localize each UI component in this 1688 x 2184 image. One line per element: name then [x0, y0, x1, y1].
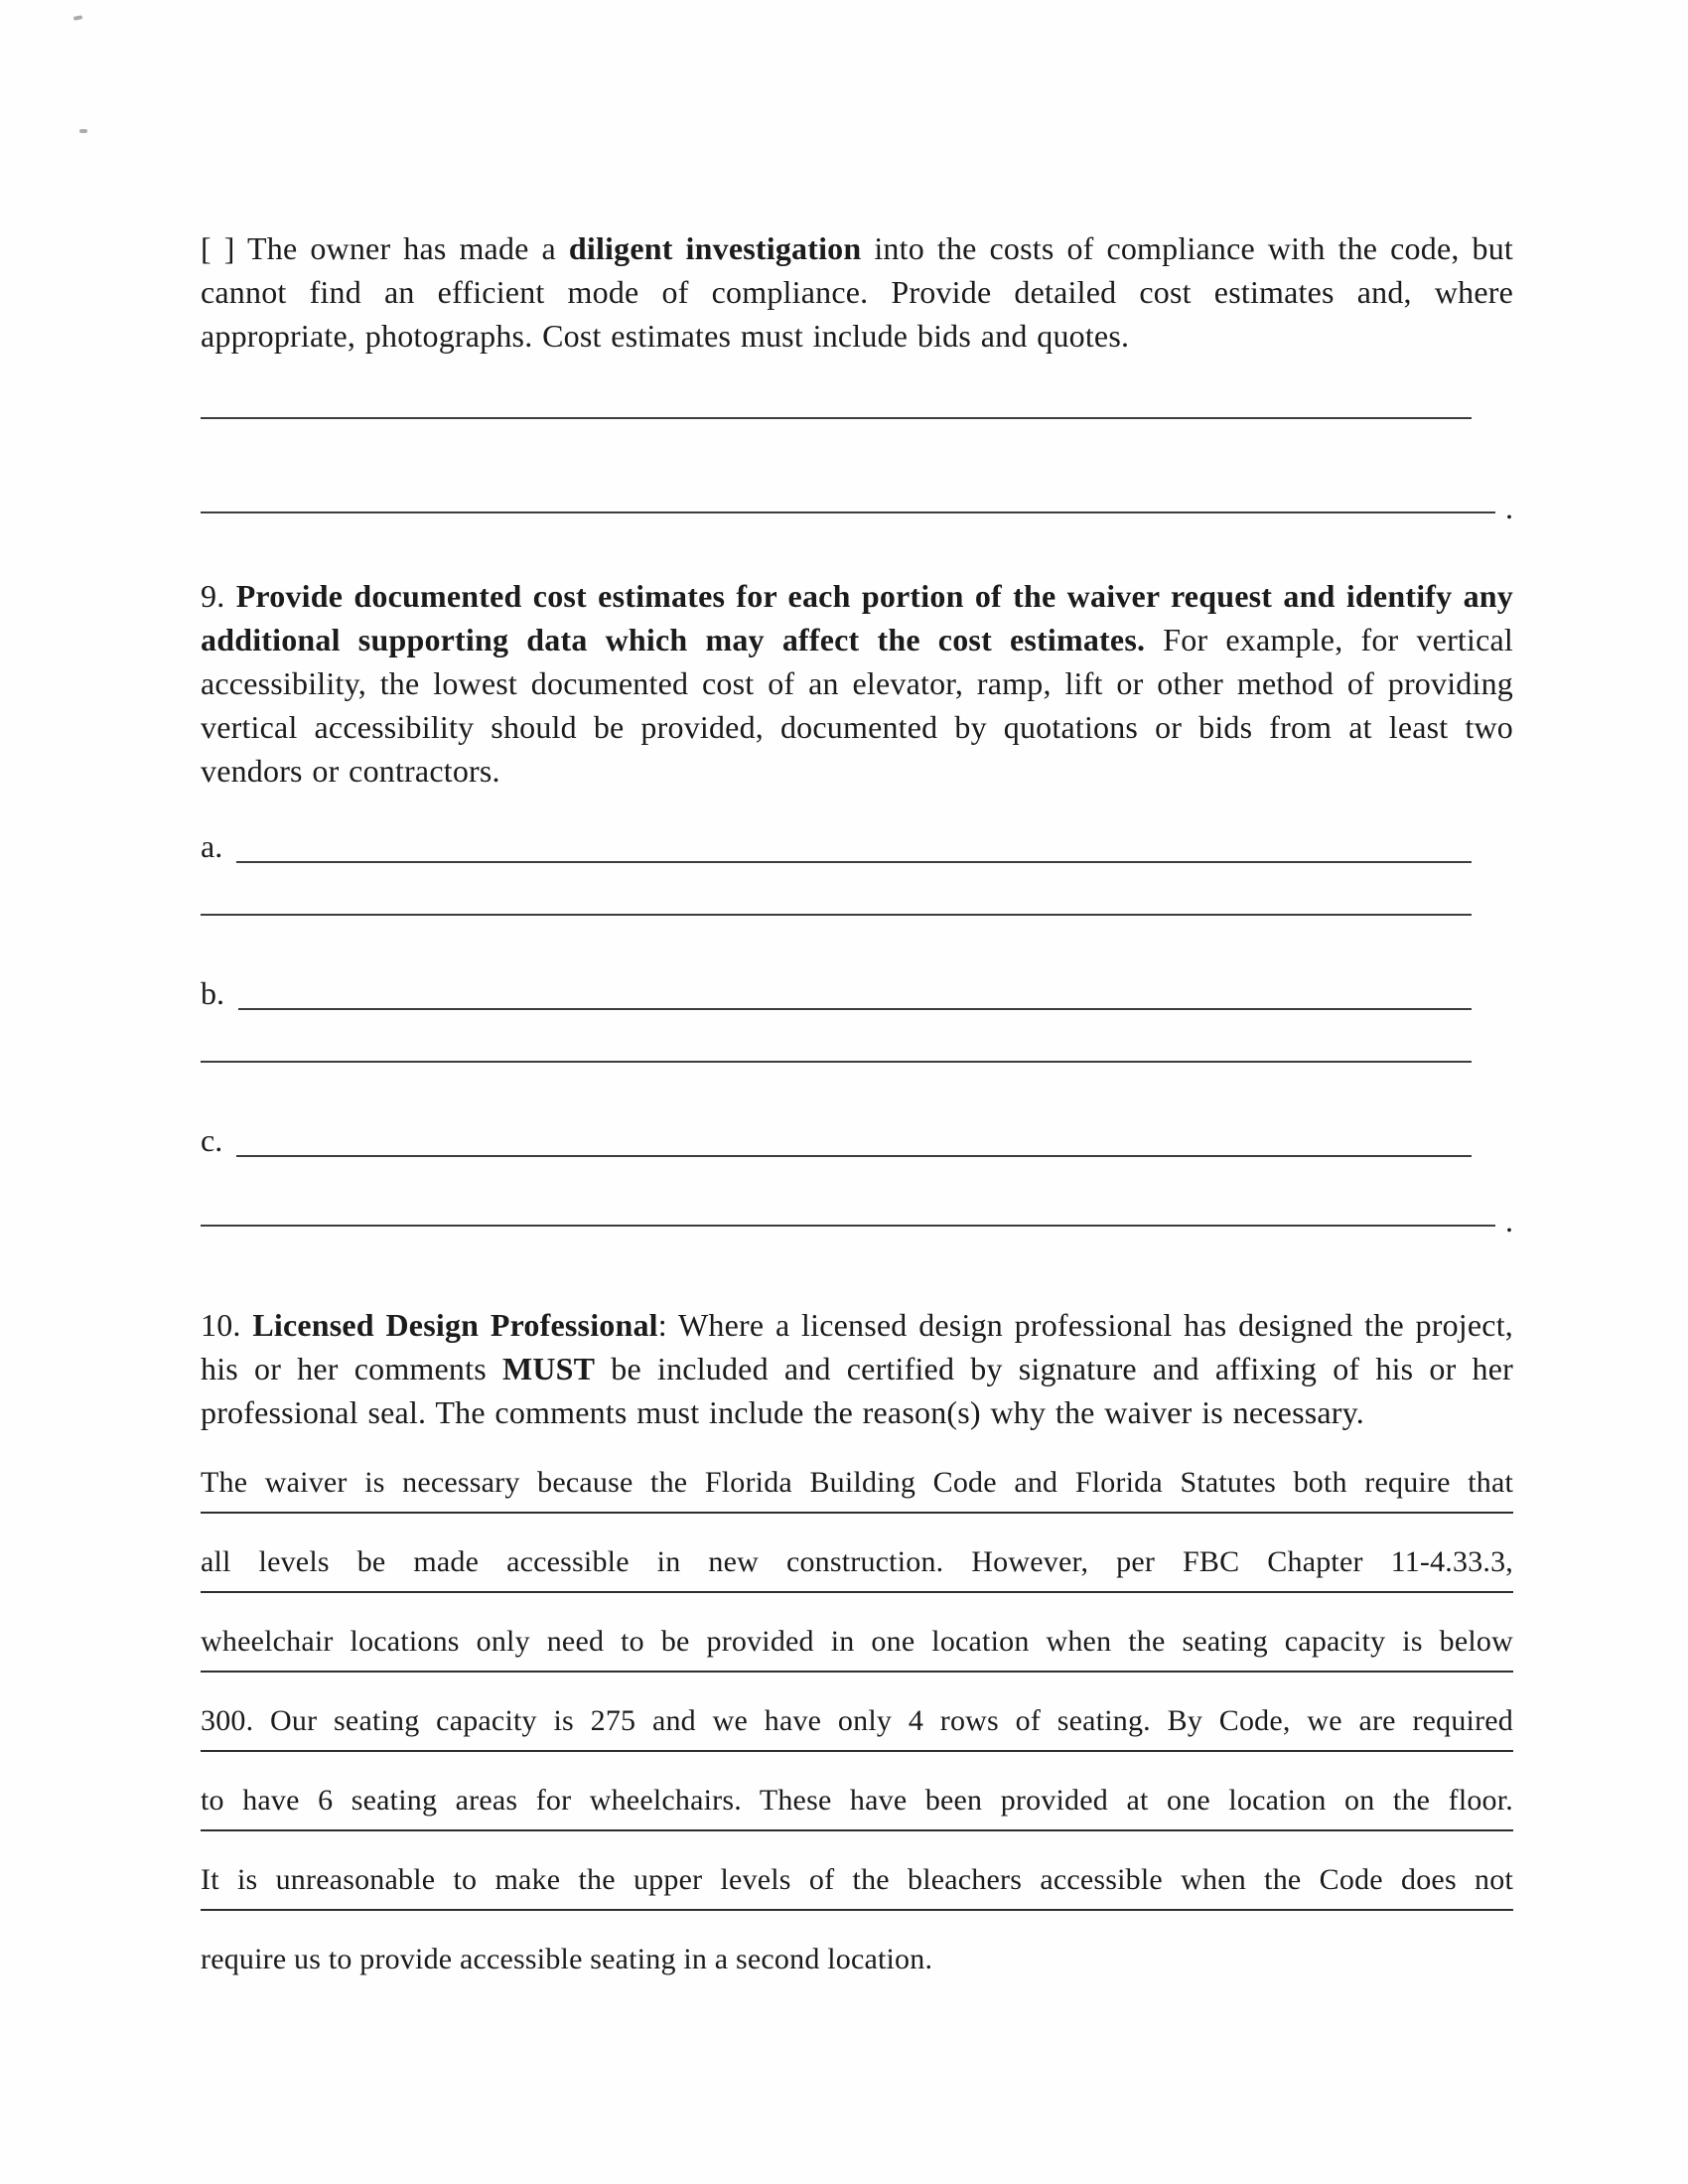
- colon: :: [657, 1307, 667, 1343]
- trailing-period: .: [1505, 490, 1513, 525]
- statement-line-2: all levels be made accessible in new construction. However, per FBC Chapter 11-4.33.3,: [201, 1541, 1513, 1593]
- letter-label-b: b.: [201, 975, 224, 1011]
- item-9-bold-text: Provide documented cost estimates for each portion of the waiver request and identify any additional supporting data which may affect the cost estimates.: [201, 578, 1513, 657]
- item-9-number: 9.: [201, 578, 225, 614]
- letter-label-c: c.: [201, 1122, 223, 1158]
- cost-estimate-row-b: [201, 971, 1513, 1015]
- statement-line-7: [201, 1939, 1513, 1980]
- scan-artifact: [79, 129, 87, 133]
- bold-phrase-must: MUST: [501, 1351, 596, 1386]
- checkbox[interactable]: [ ]: [201, 230, 235, 266]
- statement-line-3: wheelchair locations only need to be provided in one location when the seating capacity is below: [201, 1621, 1513, 1673]
- owner-investigation-paragraph: [201, 226, 1513, 358]
- blank-response-line-2[interactable]: [201, 511, 1495, 513]
- write-in-line-a[interactable]: [236, 861, 1472, 863]
- item-10-regular-text: Where a licensed design professional has designed the project, his or her comments: [201, 1307, 1513, 1386]
- statement-line-4: 300. Our seating capacity is 275 and we have only 4 rows of seating. By Code, we are required: [201, 1700, 1513, 1752]
- statement-line-7-text: require us to provide accessible seating in a second location.: [201, 1943, 932, 1980]
- blank-response-line-1[interactable]: [201, 417, 1472, 419]
- write-in-line-c-continued-row: [201, 1203, 1513, 1238]
- cost-estimate-row-a: [201, 824, 1513, 868]
- write-in-line-a-continued[interactable]: [201, 914, 1472, 916]
- statement-line-5: to have 6 seating areas for wheelchairs. These have been provided at one location on the floor.: [201, 1780, 1513, 1831]
- trailing-period: .: [1505, 1203, 1513, 1238]
- paragraph-text: The owner has made a: [247, 230, 569, 266]
- bold-phrase-diligent-investigation: diligent investigation: [568, 230, 862, 266]
- item-9-regular-text: For example, for vertical accessibility, the lowest documented cost of an elevator, ramp, lift or other method of providing vertical accessibility should be provided, documented by quotations or bids from at least two vendors or contractors.: [201, 622, 1514, 789]
- item-10-regular-text: be included and certified by signature and affixing of his or her professional seal. The comments must include the reason(s) why the waiver is necessary.: [201, 1351, 1514, 1430]
- bold-phrase-licensed-design-professional: Licensed Design Professional: [252, 1307, 658, 1343]
- write-in-line-c[interactable]: [236, 1155, 1472, 1157]
- write-in-line-b[interactable]: [238, 1008, 1472, 1010]
- cost-estimate-row-c: [201, 1118, 1513, 1162]
- letter-label-a: a.: [201, 828, 223, 864]
- blank-response-line-2-row: [201, 490, 1513, 525]
- statement-line-1: The waiver is necessary because the Florida Building Code and Florida Statutes both require that: [201, 1462, 1513, 1514]
- statement-line-6: It is unreasonable to make the upper levels of the bleachers accessible when the Code does not: [201, 1859, 1513, 1911]
- item-10-paragraph: [201, 1303, 1513, 1434]
- item-10-number: 10.: [201, 1307, 241, 1343]
- waiver-reason-statement: [201, 1462, 1513, 1980]
- write-in-line-b-continued[interactable]: [201, 1061, 1472, 1063]
- paragraph-text: into the costs of compliance with the code, but cannot find an efficient mode of compliance. Provide detailed cost estimates and, where appropriate, photographs. Cost estimates must include bids and quotes.: [201, 230, 1513, 354]
- item-9-paragraph: [201, 574, 1513, 793]
- write-in-line-c-continued[interactable]: [201, 1225, 1495, 1227]
